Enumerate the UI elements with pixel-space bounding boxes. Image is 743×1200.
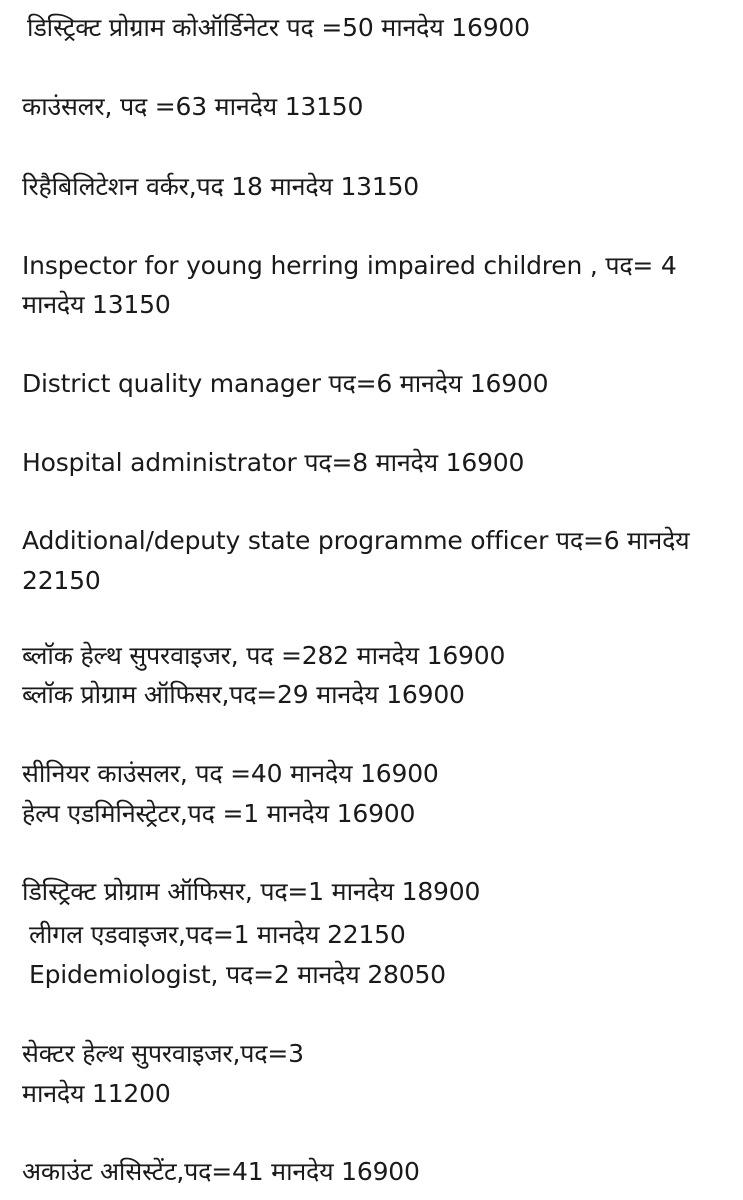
text-line: मानदेय 11200 — [22, 1079, 171, 1108]
text-line: डिस्ट्रिक्ट प्रोग्राम कोऑर्डिनेटर पद =50 मानदेय 16900 — [27, 13, 530, 42]
text-line: हेल्प एडमिनिस्ट्रेटर,पद =1 मानदेय 16900 — [22, 799, 416, 828]
text-line: Inspector for young herring impaired children , पद= 4 — [22, 251, 677, 280]
text-line: Additional/deputy state programme officer पद=6 मानदेय — [22, 526, 690, 555]
text-line: ब्लॉक प्रोग्राम ऑफिसर,पद=29 मानदेय 16900 — [22, 680, 465, 709]
text-line: मानदेय 13150 — [22, 290, 171, 319]
text-line: रिहैबिलिटेशन वर्कर,पद 18 मानदेय 13150 — [22, 172, 419, 201]
text-line: 22150 — [22, 566, 101, 595]
text-line: District quality manager पद=6 मानदेय 16900 — [22, 369, 549, 398]
text-line: काउंसलर, पद =63 मानदेय 13150 — [22, 92, 364, 121]
text-line: Hospital administrator पद=8 मानदेय 16900 — [22, 448, 525, 477]
text-line: ब्लॉक हेल्थ सुपरवाइजर, पद =282 मानदेय 16900 — [22, 641, 506, 670]
text-line: डिस्ट्रिक्ट प्रोग्राम ऑफिसर, पद=1 मानदेय 18900 — [22, 877, 481, 906]
text-line: सेक्टर हेल्थ सुपरवाइजर,पद=3 — [22, 1039, 304, 1068]
text-line: अकाउंट असिस्टेंट,पद=41 मानदेय 16900 — [22, 1157, 420, 1186]
text-line: लीगल एडवाइजर,पद=1 मानदेय 22150 — [29, 920, 406, 949]
text-line: Epidemiologist, पद=2 मानदेय 28050 — [29, 960, 446, 989]
text-line: सीनियर काउंसलर, पद =40 मानदेय 16900 — [22, 759, 439, 788]
